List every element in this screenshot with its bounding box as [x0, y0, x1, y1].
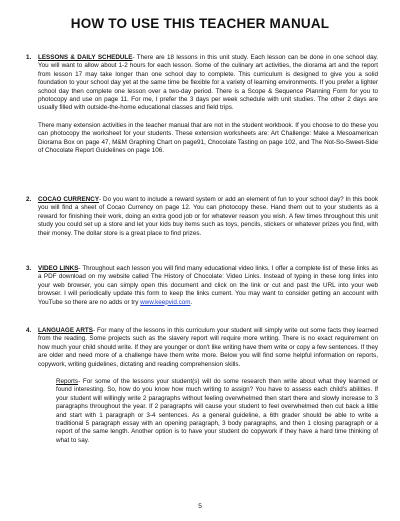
section-video-links — [26, 265, 378, 307]
section-body-end: . — [190, 298, 193, 306]
section-heading: LANGUAGE ARTS — [38, 327, 93, 334]
section-number: 2. — [26, 196, 32, 203]
section-body: - For many of the lessons in this curriculum your student will simply write out some facts they learned from the reading. Some projects such as the slavery report will require more writing. There is no exact requirement on how much your child should write. If they are younger or don't like writing have them write or copy a few sentences. If they are older and need more of a challenge have them write more. Below you will find some helpful information on reports, copywork, writing guidelines, dictating and reading comprehension skills. — [38, 327, 378, 368]
section-paragraph — [38, 265, 378, 307]
section-paragraph — [38, 327, 378, 369]
section-number: 4. — [26, 327, 32, 334]
keepvid-link[interactable]: www.keepvid.com — [140, 298, 191, 306]
section-body: - There are 18 lessons in this unit study. Each lesson can be done in one school day. You will want to allow about 1-2 hours for each lesson. Some of the culinary art activities, the diorama art and the report from lesson 17 may take longer than one school day to complete. This curriculum is designed to give you a solid foundation to your school day yet at the same time be flexible for a variety of learning environments. If you prefer a lighter school day then complete one lesson over a two-day period. There is a Scope & Sequence Planning Form for you to photocopy and use on page 11. For me, I prefer the 3 days per week schedule with unit studies. The other 2 days are usually filled with outside-the-home educational classes and field trips. — [38, 54, 378, 112]
section-lessons — [26, 54, 378, 155]
section-body-2: There many extension activities in the teacher manual that are not in the student workbook. If you choose to do these you can photocopy the worksheet for your students. These extension worksheets are: Art Challenge: Make a Mesoamerican Diorama Box on page 47, M&M Graphing Chart on page91, Chocolate Tasting on page 102, and The Not-So-Sweet-Side of Chocolate Report Guidelines on page 106. — [38, 121, 378, 155]
reports-label: Reports — [56, 378, 79, 386]
section-number: 3. — [26, 265, 32, 272]
section-paragraph — [38, 196, 378, 238]
section-paragraph — [38, 54, 378, 113]
reports-body: - For some of the lessons your student(s) will do some research then write about what they learned or found interesting. So, how do you know how much writing to assign? You have to assess each child's abilities. If your student will willingly write 2 paragraphs without feeling overwhelmed then start there and slowly increase to 3 paragraphs throughout the year. If 2 paragraphs will cause your student to feel overwhelmed then cut back a little and start with 1 paragraph or 3-4 sentences. As a general guideline, a 6th grader should be able to write a traditional 5 paragraph essay with an opening paragraph, 3 body paragraphs, and then 1 closing paragraph or a report of the same length. Another option is to have your student do copywork if they have a hard time thinking of what to say. — [56, 378, 378, 444]
section-language-arts — [26, 327, 378, 445]
section-body: - Throughout each lesson you will find many educational video links. I offer a complete list of these links as a PDF download on my website called The History of Chocolate: Video Links. Instead of typing in these long links into your web browser, you can simply open this document and click on the link or cut and past the URL into your web browser. I will periodically update this form to keep the links current. You may want to consider getting an account with YouTube so there are no adds or try — [38, 265, 378, 306]
section-cocao-currency — [26, 196, 378, 238]
page-number: 5 — [198, 503, 202, 510]
section-number: 1. — [26, 54, 32, 61]
section-heading: LESSONS & DAILY SCHEDULE — [38, 54, 133, 61]
section-body: - Do you want to include a reward system or add an element of fun to your school day? In this book you will find a sheet of Cocao Currency on page 12. You can photocopy these. Hand them out to your students as a reward for finishing their work, doing an extra good job or for whatever reason you wish. A few times throughout this unit study you could set up a store and let your kids buy items such as toys, pencils, stickers or whatever prizes you find, with their money. The dollar store is a great place to find prizes. — [38, 196, 378, 237]
reports-paragraph — [38, 378, 378, 445]
page-title: HOW TO USE THIS TEACHER MANUAL — [70, 16, 330, 31]
section-heading: VIDEO LINKS — [38, 265, 79, 272]
section-heading: COCAO CURRENCY — [38, 196, 100, 203]
section-paragraph-2 — [38, 122, 378, 156]
